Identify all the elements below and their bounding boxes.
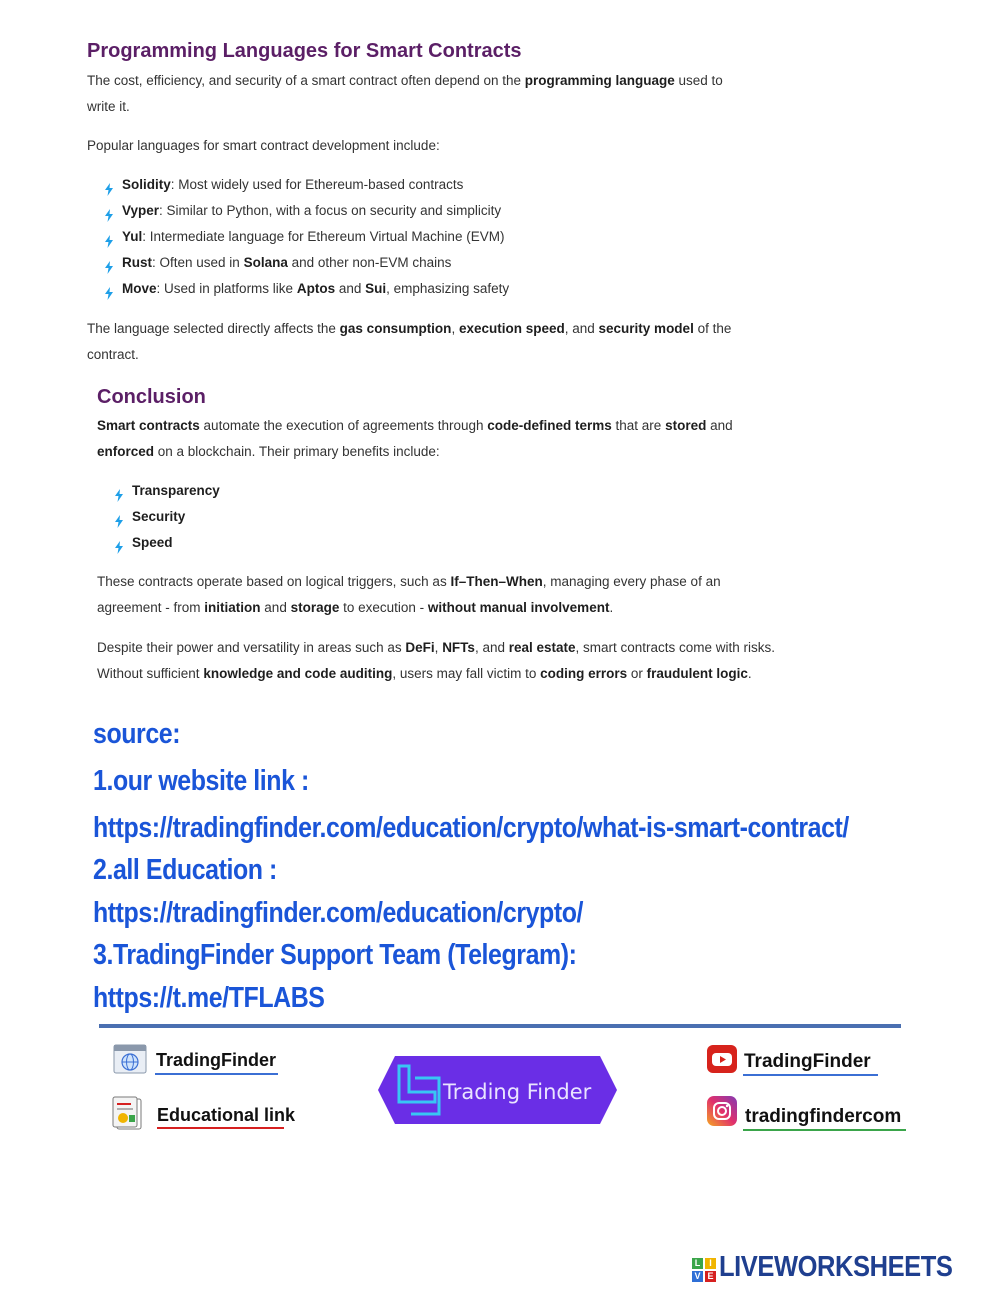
support-team-label: 3.TradingFinder Support Team (Telegram):	[93, 939, 577, 971]
language-description: : Often used in Solana and other non-EVM chains	[152, 255, 452, 270]
website-footer-link[interactable]: TradingFinder	[156, 1050, 277, 1070]
website-link-label: 1.our website link :	[93, 765, 309, 797]
language-description: : Similar to Python, with a focus on security and simplicity	[159, 203, 502, 218]
source-heading: source:	[93, 718, 181, 750]
language-name: Rust	[122, 255, 152, 270]
bolt-bullet-icon	[104, 283, 114, 296]
logo-text: Trading Finder	[443, 1080, 592, 1104]
bolt-bullet-icon	[104, 179, 114, 192]
trading-finder-logo[interactable]	[377, 1054, 618, 1126]
list-item	[104, 224, 509, 250]
instagram-footer-link[interactable]: tradingfindercom	[745, 1106, 902, 1127]
intro-paragraph: The cost, efficiency, and security of a smart contract often depend on the programming language used to write it.	[87, 73, 723, 114]
telegram-link[interactable]: https://t.me/TFLABS	[93, 982, 325, 1014]
list-item	[114, 504, 220, 530]
language-name: Move	[122, 281, 157, 296]
educational-footer-link[interactable]: Educational link	[157, 1105, 296, 1125]
document-icon	[111, 1096, 149, 1132]
instagram-underline	[743, 1129, 906, 1131]
section-title-languages: Programming Languages for Smart Contracts	[87, 40, 522, 62]
conclusion-paragraph-2: These contracts operate based on logical triggers, such as If–Then–When, managing every phase of an agreement - from initiation and storage to execution - without manual involvement.	[97, 574, 721, 615]
badge-letter: L	[692, 1258, 703, 1269]
list-item	[104, 276, 509, 302]
bolt-bullet-icon	[114, 537, 124, 550]
youtube-icon[interactable]	[707, 1045, 737, 1073]
benefit-label: Speed	[132, 535, 173, 550]
liveworksheets-watermark[interactable]: LIVEWORKSHEETS	[719, 1251, 953, 1283]
language-description: : Used in platforms like Aptos and Sui, emphasizing safety	[156, 281, 510, 296]
bolt-bullet-icon	[104, 257, 114, 270]
conclusion-paragraph-1: Smart contracts automate the execution of agreements through code-defined terms that are stored and enforced on a blockchain. Their primary benefits include:	[97, 418, 733, 459]
list-item	[104, 250, 509, 276]
list-item	[114, 478, 220, 504]
badge-letter: I	[705, 1258, 716, 1269]
popular-languages-text: Popular languages for smart contract development include:	[87, 138, 440, 153]
language-name: Vyper	[122, 203, 160, 218]
language-name: Solidity	[122, 177, 171, 192]
badge-letter: E	[705, 1271, 716, 1282]
divider	[99, 1024, 901, 1028]
education-link[interactable]: https://tradingfinder.com/education/crypto/	[93, 897, 584, 929]
website-link[interactable]: https://tradingfinder.com/education/crypto/what-is-smart-contract/	[93, 812, 849, 844]
bolt-bullet-icon	[114, 485, 124, 498]
languages-list	[104, 172, 509, 302]
badge-letter: V	[692, 1271, 703, 1282]
language-impact-paragraph: The language selected directly affects the gas consumption, execution speed, and security model of the contract.	[87, 321, 732, 362]
educational-underline	[157, 1127, 284, 1129]
benefit-label: Transparency	[132, 483, 220, 498]
bolt-bullet-icon	[104, 205, 114, 218]
section-title-conclusion: Conclusion	[97, 386, 206, 408]
globe-icon	[113, 1044, 147, 1074]
benefits-list	[114, 478, 220, 556]
conclusion-paragraph-3: Despite their power and versatility in areas such as DeFi, NFTs, and real estate, smart contracts come with risks. Without sufficient knowledge and code auditing, users may fall victim to coding errors or fraudulent logic.	[97, 640, 776, 681]
language-description: : Intermediate language for Ethereum Virtual Machine (EVM)	[142, 229, 505, 244]
instagram-icon[interactable]	[707, 1096, 737, 1126]
youtube-underline	[743, 1074, 878, 1076]
list-item	[104, 172, 509, 198]
list-item	[114, 530, 220, 556]
bolt-bullet-icon	[104, 231, 114, 244]
list-item	[104, 198, 509, 224]
website-underline	[155, 1073, 278, 1075]
education-link-label: 2.all Education :	[93, 854, 277, 886]
language-description: : Most widely used for Ethereum-based contracts	[170, 177, 464, 192]
liveworksheets-badge	[692, 1258, 716, 1282]
language-name: Yul	[122, 229, 143, 244]
youtube-footer-link[interactable]: TradingFinder	[744, 1051, 871, 1072]
benefit-label: Security	[132, 509, 186, 524]
bolt-bullet-icon	[114, 511, 124, 524]
